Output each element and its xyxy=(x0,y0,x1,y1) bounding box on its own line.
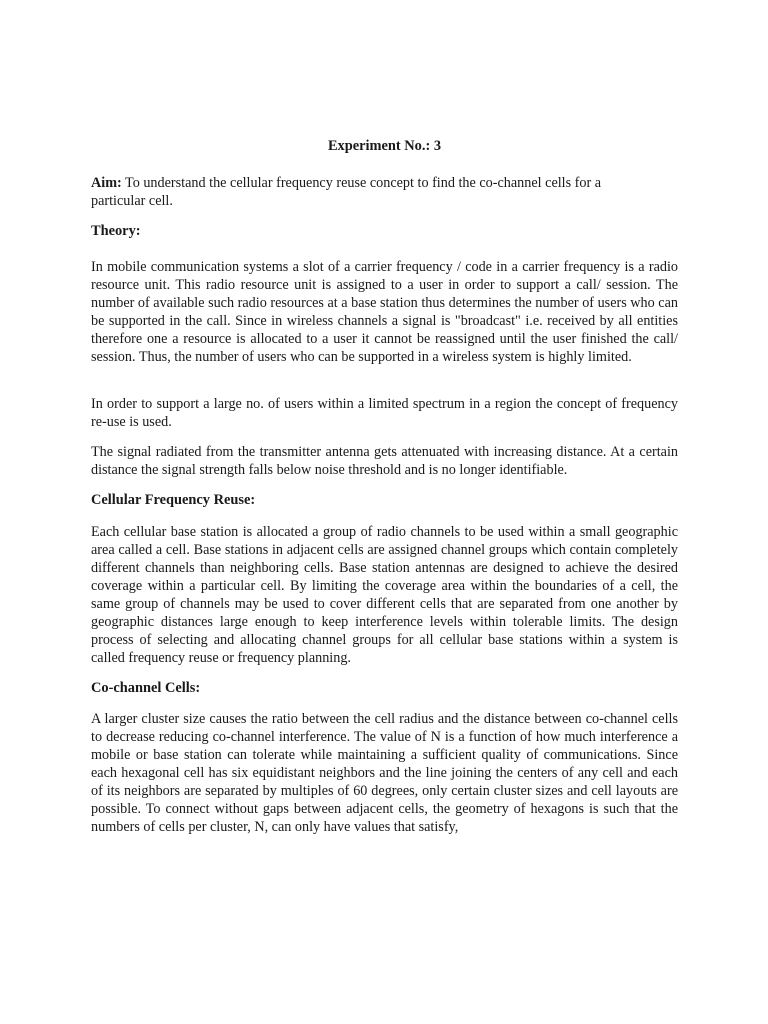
aim-text: To understand the cellular frequency reuse concept to find the co-channel cells for a particular cell. xyxy=(91,175,602,209)
experiment-title: Experiment No.: 3 xyxy=(327,138,442,154)
co-channel-paragraph: A larger cluster size causes the ratio between the cell radius and the distance between co-channel cells to decrease reducing co-channel interference. The value of N is a function of how much interference a mobile or base station can tolerate while maintaining a sufficient quality of communications. Since each hexagonal cell has six equidistant neighbors and the line joining the centers of any cell and each of its neighbors are separated by multiples of 60 degrees, only certain cluster sizes and cell layouts are possible. To connect without gaps between adjacent cells, the geometry of hexagons is such that the numbers of cells per cluster, N, can only have values that satisfy, xyxy=(91,711,678,835)
theory-paragraph-3: The signal radiated from the transmitter antenna gets attenuated with increasing distance. At a certain distance the signal strength falls below noise threshold and is no longer identifiable. xyxy=(91,444,678,478)
co-channel-heading: Co-channel Cells: xyxy=(91,680,201,696)
theory-paragraph-1: In mobile communication systems a slot of a carrier frequency / code in a carrier frequency is a radio resource unit. This radio resource unit is assigned to a user in order to support a call/ session. The number of available such radio resources at a base station thus determines the number of users who can be supported in the call. Since in wireless channels a signal is "broadcast" i.e. received by all entities therefore one a resource is allocated to a user it cannot be reassigned until the user finished the call/ session. Thus, the number of users who can be supported in a wireless system is highly limited. xyxy=(91,259,678,365)
document-page xyxy=(91,0,678,1024)
frequency-reuse-heading: Cellular Frequency Reuse: xyxy=(91,492,256,508)
frequency-reuse-paragraph: Each cellular base station is allocated a group of radio channels to be used within a small geographic area called a cell. Base stations in adjacent cells are assigned channel groups which contain completely different channels than neighboring cells. Base station antennas are designed to achieve the desired coverage within a particular cell. By limiting the coverage area within the boundaries of a cell, the same group of channels may be used to cover different cells that are separated from one another by geographic distances large enough to keep interference levels within tolerable limits. The design process of selecting and allocating channel groups for all cellular base stations within a system is called frequency reuse or frequency planning. xyxy=(91,524,678,666)
aim-label: Aim: xyxy=(91,175,122,191)
theory-paragraph-2: In order to support a large no. of users within a limited spectrum in a region the concept of frequency re-use is used. xyxy=(91,396,678,430)
aim-paragraph xyxy=(91,174,631,210)
theory-heading: Theory: xyxy=(91,223,141,239)
